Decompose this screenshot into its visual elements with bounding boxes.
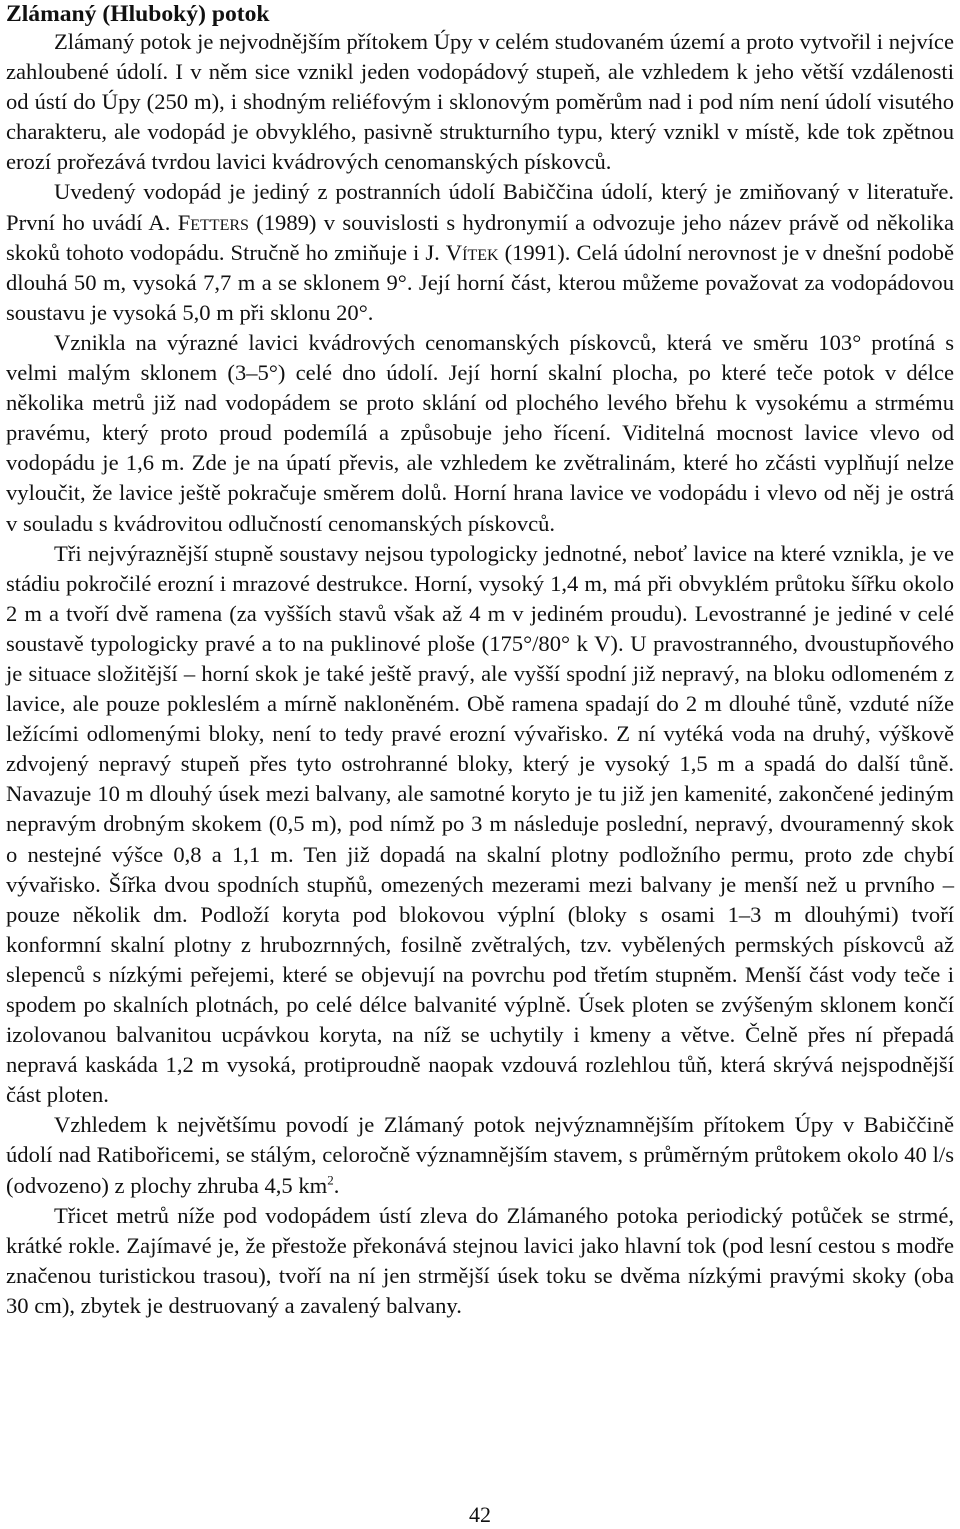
paragraph-5-text: Vzhledem k největšímu povodí je Zlámaný potok nejvýznamnějším přítokem Úpy v Babiččině údolí nad Ratibořicemi, se stálým, celoročně významnějším stavem, s průměrným průtokem okolo 40 l/s (odvozeno) z plochy zhruba 4,5 km — [6, 1112, 954, 1198]
paragraph-4-text: Tři nejvýraznější stupně soustavy nejsou typologicky jednotné, neboť lavice na které vznikla, je ve stádiu pokročilé erozní i mrazové destrukce. Horní, vysoký 1,4 m, má při obvyklém průtoku šířku okolo 2 m a tvoří dvě ramena (za vyšších stavů však až 4 m v jediném proudu). Levostranné je jediné v celé soustavě typologicky pravé a to na puklinové ploše (175°/80° k V). U pravostranného, dvoustupňového je situace složitější – horní skok je také ještě pravý, ale vyšší spodní již nepravý, na bloku odlomeném z lavice, ale pouze pokleslém a mírně nakloněném. Obě ramena spadají do 2 m dlouhé tůně, vzduté níže ležícími odlomenými bloky, není to tedy pravé erozní vývařisko. Z ní vytéká voda na druhý, výškově zdvojený nepravý stupeň přes tyto ostrohranné bloky, který je vysoký 1,5 m a spadá do další tůně. Navazuje 10 m dlouhý úsek mezi balvany, ale samotné koryto je tu již jen kamenité, zakončené jediným nepravým drobným skokem (0,5 m), pod nímž po 3 m následuje poslední, nepravý, dvouramenný skok o nestejné výšce 0,8 a 1,1 m. Ten již dopadá na skalní plotny podložního permu, proto zde chybí vývařisko. Šířka dvou spodních stupňů, omezených mezerami mezi balvany je menší než u prvního – pouze několik dm. Podloží koryta pod blokovou výplní (bloky s osami 1–3 m dlouhými) tvoří konformní skalní plotny z hrubozrnných, fosilně zvětralých, tzv. vybělených permských pískovců až slepenců s nízkými peřejemi, které se objevují na povrchu pod třetím stupněm. Menší část vody teče i spodem po skalních plotnách, po celé délce balvanité výplně. Úsek ploten se zvýšeným sklonem končí izolovanou balvanitou ucpávkou koryta, na níž se uchytily i kmeny a větve. Čelně přes ní přepadá nepravá kaskáda 1,2 m vysoká, protiproudně naopak vzdouvá rozlehlou tůň, která skrývá nejspodnější část ploten. — [6, 540, 954, 1108]
paragraph-4 — [6, 539, 954, 1111]
superscript-2: 2 — [327, 1172, 334, 1188]
paragraph-5 — [6, 1110, 954, 1200]
paragraph-5-end: . — [333, 1172, 340, 1198]
paragraph-6-text: Třicet metrů níže pod vodopádem ústí zleva do Zlámaného potoka periodický potůček se strmé, krátké rokle. Zajímavé je, že přestože překonává stejnou lavici jako hlavní tok (pod lesní cestou s modře značenou turistickou trasou), tvoří na ní jen strmější úsek toku se dvěma nízkými pravými skoky (oba 30 cm), zbytek je destruovaný a zavalený balvany. — [6, 1202, 954, 1318]
paragraph-2 — [6, 177, 954, 327]
page-number: 42 — [469, 1502, 491, 1527]
paragraph-6 — [6, 1201, 954, 1321]
paragraph-2-text-c: (1989) v souvislosti s hydronymií a odvozuje jeho název právě od několika skoků tohoto vodopádu. Stručně ho zmiňuje i J. — [6, 209, 954, 265]
author-fetters: Fetters — [177, 209, 249, 235]
document-page — [6, 0, 954, 1321]
paragraph-2-text-e: (1991). Celá údolní nerovnost je v dnešní podobě dlouhá 50 m, vysoká 7,7 m a se sklonem 9°. Její horní část, kterou můžeme považovat za vodopádovou soustavu je vysoká 5,0 m při sklonu 20°. — [6, 239, 954, 325]
paragraph-3 — [6, 328, 954, 539]
author-vitek: Vítek — [445, 239, 499, 265]
paragraph-3-text: Vznikla na výrazné lavici kvádrových cenomanských pískovců, která ve směru 103° protíná s velmi malým sklonem (3–5°) celé dno údolí. Její horní skalní plocha, po které teče potok v délce několika metrů již nad vodopádem se proto sklání od plochého levého břehu k vysokému a strmému pravému, který proto proud podemílá a způsobuje jeho řícení. Viditelná mocnost lavice vlevo od vodopádu je 1,6 m. Zde je na úpatí převis, ale vzhledem ke zvětralinám, které ho zčásti vyplňují nelze vyloučit, že lavice ještě pokračuje směrem dolů. Horní hrana lavice ve vodopádu i vlevo od něj je ostrá v souladu s kvádrovitou odlučností cenomanských pískovců. — [6, 329, 954, 536]
paragraph-2-text-a: Uvedený vodopád je jediný z postranních údolí Babiččina údolí, který je zmiňovaný v literatuře. První ho uvádí A. — [6, 179, 954, 235]
paragraph-1-text: Zlámaný potok je nejvodnějším přítokem Úpy v celém studovaném území a proto vytvořil i nejvíce zahloubené údolí. I v něm sice vznikl jeden vodopádový stupeň, ale vzhledem k jeho větší vzdálenosti od ústí do Úpy (250 m), i shodným reliéfovým i sklonovým poměrům nad i pod ním není údolí visutého charakteru, ale vodopád je obvyklého, pasivně strukturního typu, který vznikl v místě, kde tok zpětnou erozí prořezává tvrdou lavici kvádrových cenomanských pískovců. — [6, 29, 954, 175]
section-heading: Zlámaný (Hluboký) potok — [6, 1, 270, 27]
paragraph-1 — [6, 27, 954, 177]
